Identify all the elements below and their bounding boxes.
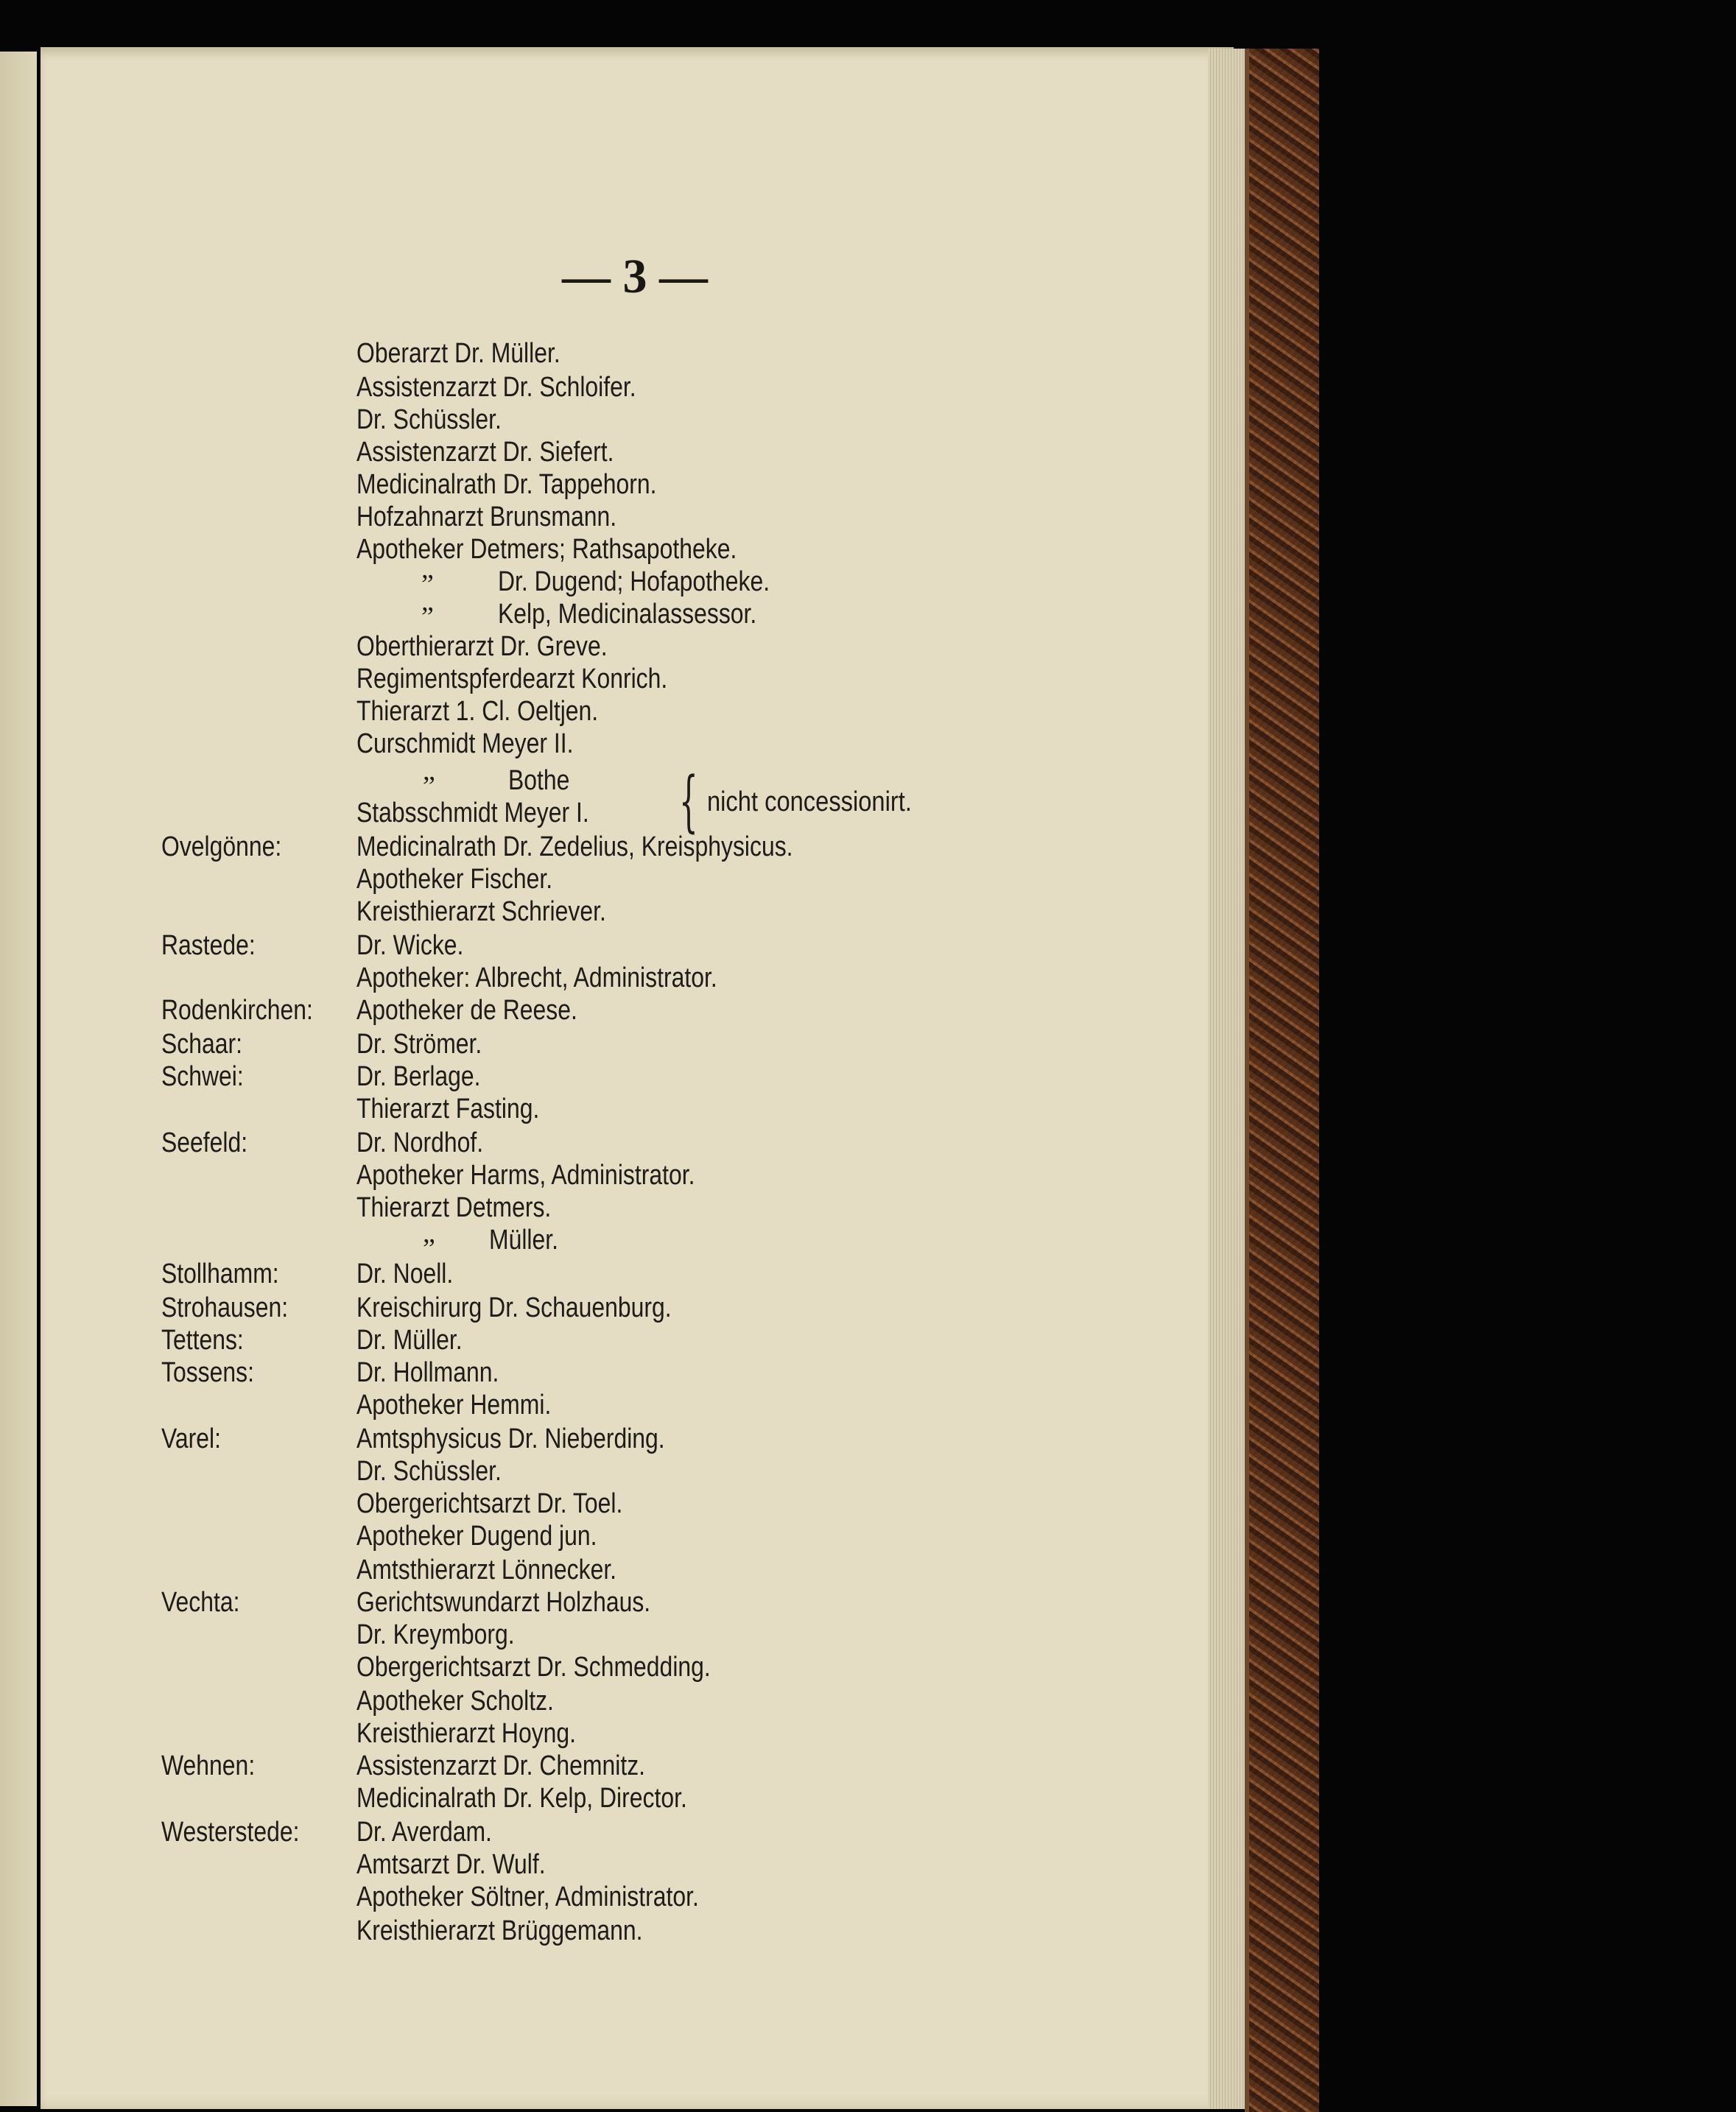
place-label: Tossens:	[161, 1357, 254, 1388]
place-label: Tettens:	[161, 1325, 244, 1356]
entry: Gerichtswundarzt Holzhaus.	[356, 1587, 651, 1618]
marbled-cover-board	[1245, 49, 1319, 2112]
entry: Dr. Müller.	[356, 1325, 463, 1356]
page-stack-edge	[1208, 49, 1248, 2109]
entry: Kreisthierarzt Brüggemann.	[356, 1915, 643, 1946]
entry: Dr. Dugend; Hofapotheke.	[498, 566, 770, 597]
entry: Thierarzt Detmers.	[356, 1192, 552, 1223]
place-label: Varel:	[161, 1423, 222, 1454]
entry: Thierarzt 1. Cl. Oeltjen.	[356, 696, 599, 727]
entry: Regimentspferdearzt Konrich.	[356, 663, 668, 694]
entry: Apotheker de Reese.	[356, 995, 577, 1026]
entry: Apotheker Harms, Administrator.	[356, 1160, 695, 1191]
entry: Thierarzt Fasting.	[356, 1094, 540, 1124]
entry: Dr. Schüssler.	[356, 1456, 502, 1487]
entry: Müller.	[489, 1225, 559, 1256]
entry: Kelp, Medicinalassessor.	[498, 599, 757, 630]
ditto-mark: ”	[421, 569, 434, 600]
entry: Apotheker Fischer.	[356, 864, 553, 895]
entry: Obergerichtsarzt Dr. Toel.	[356, 1488, 623, 1519]
entry: Apotheker Detmers; Rathsapotheke.	[356, 534, 737, 565]
entry: Medicinalrath Dr. Zedelius, Kreisphysicus.	[356, 831, 793, 862]
entry: Dr. Wicke.	[356, 930, 464, 961]
entry: Dr. Strömer.	[356, 1029, 482, 1060]
place-label: Ovelgönne:	[161, 831, 282, 862]
entry: Bothe	[508, 765, 570, 796]
entry: Dr. Nordhof.	[356, 1127, 484, 1158]
ditto-mark: ”	[423, 771, 435, 802]
entry: Curschmidt Meyer II.	[356, 728, 574, 759]
entry: Dr. Kreymborg.	[356, 1619, 515, 1650]
place-label: Stollhamm:	[161, 1259, 279, 1289]
brace-mark: {	[679, 763, 698, 840]
entry: Medicinalrath Dr. Kelp, Director.	[356, 1783, 687, 1814]
entry: Oberarzt Dr. Müller.	[356, 338, 560, 369]
place-label: Strohausen:	[161, 1292, 289, 1323]
entry: Assistenzarzt Dr. Schloifer.	[356, 372, 636, 403]
entry: Dr. Berlage.	[356, 1061, 481, 1092]
brace-note: nicht concessionirt.	[707, 786, 912, 817]
entry: Assistenzarzt Dr. Siefert.	[356, 437, 614, 468]
previous-page-edge	[0, 52, 37, 2106]
entry: Apotheker Hemmi.	[356, 1390, 552, 1421]
entry: Amtsphysicus Dr. Nieberding.	[356, 1423, 665, 1454]
place-label: Vechta:	[161, 1587, 240, 1618]
entry: Dr. Averdam.	[356, 1817, 492, 1848]
entry: Apotheker Scholtz.	[356, 1686, 554, 1717]
place-label: Rastede:	[161, 930, 256, 961]
entry: Dr. Schüssler.	[356, 404, 502, 435]
entry: Kreischirurg Dr. Schauenburg.	[356, 1292, 672, 1323]
entry: Amtsarzt Dr. Wulf.	[356, 1849, 546, 1880]
entry: Apotheker: Albrecht, Administrator.	[356, 962, 717, 993]
entry: Dr. Hollmann.	[356, 1357, 499, 1388]
place-label: Rodenkirchen:	[161, 995, 313, 1026]
ditto-mark: ”	[421, 602, 434, 633]
entry: Medicinalrath Dr. Tappehorn.	[356, 469, 657, 500]
entry: Apotheker Söltner, Administrator.	[356, 1882, 699, 1912]
entry: Amtsthierarzt Lönnecker.	[356, 1555, 617, 1585]
entry: Stabsschmidt Meyer I.	[356, 798, 589, 828]
entry: Oberthierarzt Dr. Greve.	[356, 631, 608, 662]
ditto-mark: ”	[423, 1233, 435, 1264]
page-number: — 3 —	[562, 250, 708, 303]
entry: Assistenzarzt Dr. Chemnitz.	[356, 1750, 646, 1781]
place-label: Wehnen:	[161, 1750, 256, 1781]
entry: Hofzahnarzt Brunsmann.	[356, 501, 617, 532]
entry: Apotheker Dugend jun.	[356, 1521, 597, 1552]
place-label: Westerstede:	[161, 1817, 300, 1848]
place-label: Seefeld:	[161, 1127, 248, 1158]
entry: Obergerichtsarzt Dr. Schmedding.	[356, 1652, 711, 1683]
entry: Kreisthierarzt Schriever.	[356, 896, 606, 927]
entry: Dr. Noell.	[356, 1259, 454, 1289]
place-label: Schwei:	[161, 1061, 244, 1092]
entry: Kreisthierarzt Hoyng.	[356, 1718, 577, 1749]
place-label: Schaar:	[161, 1029, 243, 1060]
